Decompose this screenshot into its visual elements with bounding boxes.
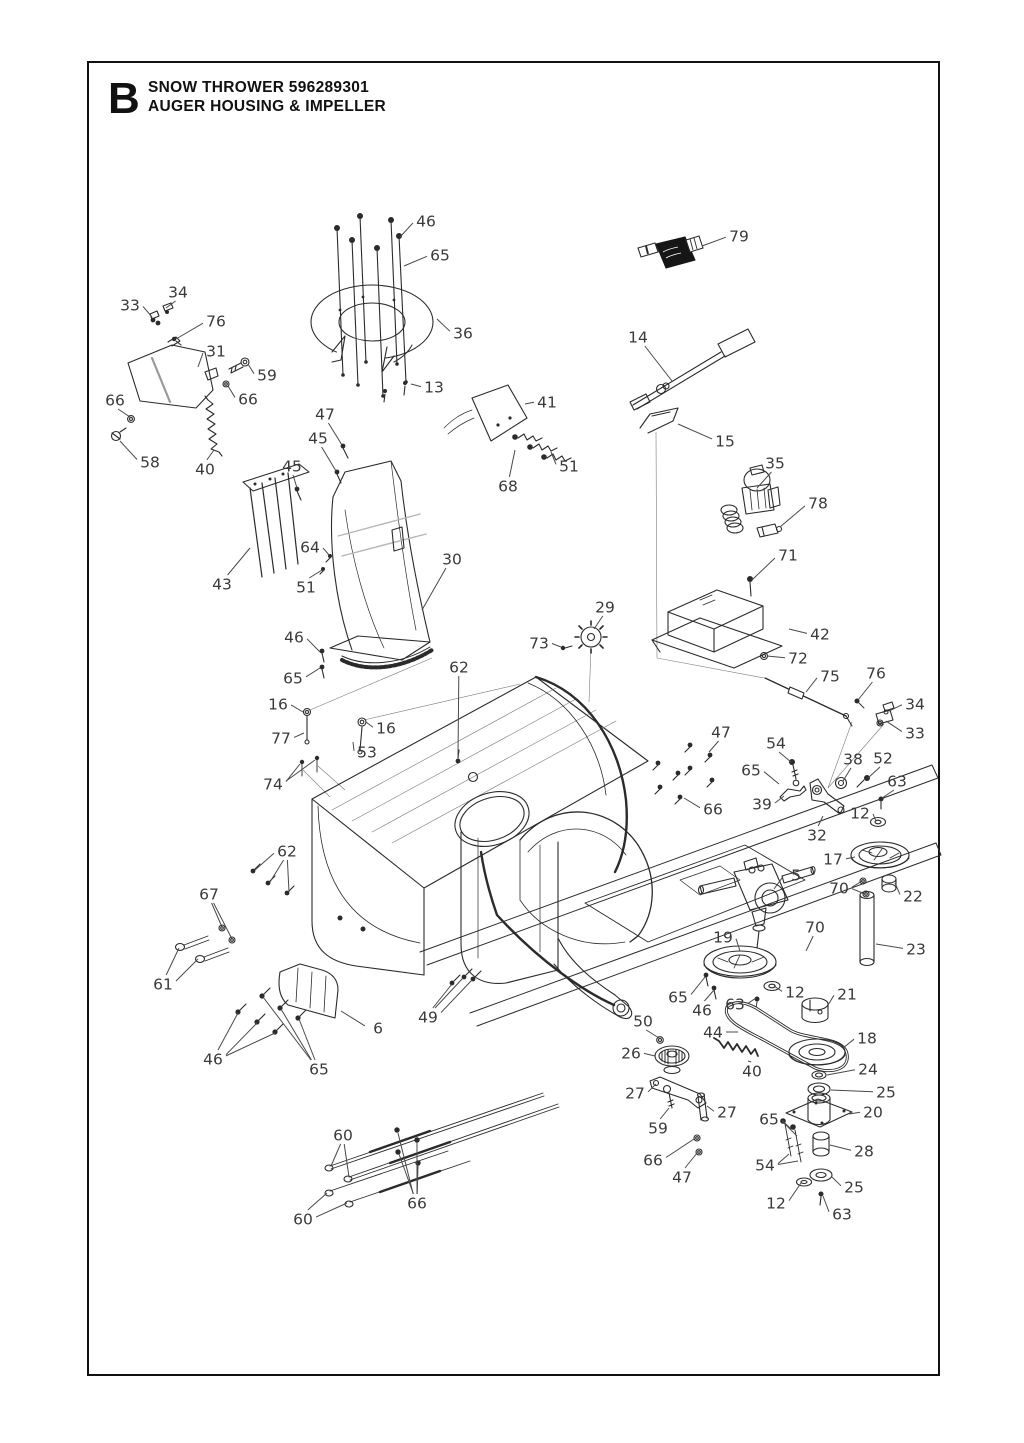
callout-label: 32 <box>807 826 827 845</box>
callout-label: 35 <box>765 454 785 473</box>
callout-label: 41 <box>537 393 557 412</box>
callout-label: 76 <box>866 664 886 683</box>
callout-label: 39 <box>752 795 772 814</box>
callout-label: 65 <box>741 761 761 780</box>
callout-label: 15 <box>715 432 735 451</box>
callout-label: 33 <box>905 724 925 743</box>
page-title-line2: AUGER HOUSING & IMPELLER <box>148 98 386 115</box>
callout-label: 22 <box>903 887 923 906</box>
callout-label: 16 <box>376 719 396 738</box>
callout-label: 59 <box>257 366 277 385</box>
callout-label: 70 <box>829 879 849 898</box>
callout-label: 27 <box>625 1084 645 1103</box>
callout-label: 58 <box>140 453 160 472</box>
callout-label: 17 <box>823 850 843 869</box>
callout-label: 65 <box>668 988 688 1007</box>
callout-label: 77 <box>271 729 291 748</box>
callout-label: 72 <box>788 649 808 668</box>
callout-label: 65 <box>309 1060 329 1079</box>
callout-label: 47 <box>315 405 335 424</box>
callout-label: 65 <box>759 1110 779 1129</box>
callout-label: 66 <box>703 800 723 819</box>
callout-label: 63 <box>887 772 907 791</box>
callout-label: 63 <box>832 1205 852 1224</box>
callout-label: 34 <box>168 283 188 302</box>
callout-label: 73 <box>529 634 549 653</box>
callout-label: 64 <box>300 538 320 557</box>
callout-label: 13 <box>424 378 444 397</box>
callout-label: 54 <box>766 734 786 753</box>
callout-label: 12 <box>785 983 805 1002</box>
callout-label: 12 <box>766 1194 786 1213</box>
callout-label: 30 <box>442 550 462 569</box>
callout-label: 21 <box>837 985 857 1004</box>
callout-label: 29 <box>595 598 615 617</box>
callout-label: 27 <box>717 1103 737 1122</box>
callout-label: 54 <box>755 1156 775 1175</box>
callout-label: 40 <box>742 1062 762 1081</box>
callout-label: 20 <box>863 1103 883 1122</box>
callout-label: 46 <box>692 1001 712 1020</box>
callout-label: 34 <box>905 695 925 714</box>
callout-label: 31 <box>206 342 226 361</box>
callout-label: 45 <box>308 429 328 448</box>
callout-label: 18 <box>857 1029 877 1048</box>
callout-label: 19 <box>713 928 733 947</box>
callout-label: 65 <box>283 669 303 688</box>
callout-label: 62 <box>449 658 469 677</box>
callout-label: 76 <box>206 312 226 331</box>
callout-label: 63 <box>725 995 745 1014</box>
callout-label: 71 <box>778 546 798 565</box>
callout-label: 74 <box>263 775 283 794</box>
callout-label: 25 <box>876 1083 896 1102</box>
callout-label: 24 <box>858 1060 878 1079</box>
callout-label: 14 <box>628 328 648 347</box>
callout-label: 70 <box>805 918 825 937</box>
callout-label: 12 <box>850 804 870 823</box>
callout-label: 66 <box>407 1194 427 1213</box>
callout-label: 50 <box>633 1012 653 1031</box>
callout-label: 45 <box>282 457 302 476</box>
callout-label: 46 <box>284 628 304 647</box>
callout-label: 67 <box>199 885 219 904</box>
callout-label: 51 <box>296 578 316 597</box>
callout-label: 49 <box>418 1008 438 1027</box>
callout-label: 66 <box>238 390 258 409</box>
callout-label: 60 <box>293 1210 313 1229</box>
callout-label: 47 <box>672 1168 692 1187</box>
callout-label: 66 <box>105 391 125 410</box>
callout-label: 60 <box>333 1126 353 1145</box>
callout-label: 61 <box>153 975 173 994</box>
callout-label: 52 <box>873 749 893 768</box>
callout-label: 65 <box>430 246 450 265</box>
callout-label: 59 <box>648 1119 668 1138</box>
callout-label: 79 <box>729 227 749 246</box>
callout-label: 53 <box>357 743 377 762</box>
callout-label: 47 <box>711 723 731 742</box>
callout-label: 40 <box>195 460 215 479</box>
callout-label: 6 <box>373 1019 383 1038</box>
callout-label: 68 <box>498 477 518 496</box>
callout-label: 36 <box>453 324 473 343</box>
callout-label: 62 <box>277 842 297 861</box>
callout-label: 26 <box>621 1044 641 1063</box>
callout-label: 25 <box>844 1178 864 1197</box>
callout-label: 66 <box>643 1151 663 1170</box>
callout-label: 75 <box>820 667 840 686</box>
callout-label: 51 <box>559 457 579 476</box>
callout-label: 23 <box>906 940 926 959</box>
callout-label: 43 <box>212 575 232 594</box>
callout-label: 44 <box>703 1023 723 1042</box>
page-title-line1: SNOW THROWER 596289301 <box>148 79 370 96</box>
callout-label: 42 <box>810 625 830 644</box>
callout-label: 46 <box>416 212 436 231</box>
section-letter: B <box>108 74 140 123</box>
callout-label: 33 <box>120 296 140 315</box>
callout-label: 78 <box>808 494 828 513</box>
callout-label: 46 <box>203 1050 223 1069</box>
callout-label: 5 <box>791 866 801 885</box>
callout-label: 16 <box>268 695 288 714</box>
callout-label: 28 <box>854 1142 874 1161</box>
callout-label: 38 <box>843 750 863 769</box>
